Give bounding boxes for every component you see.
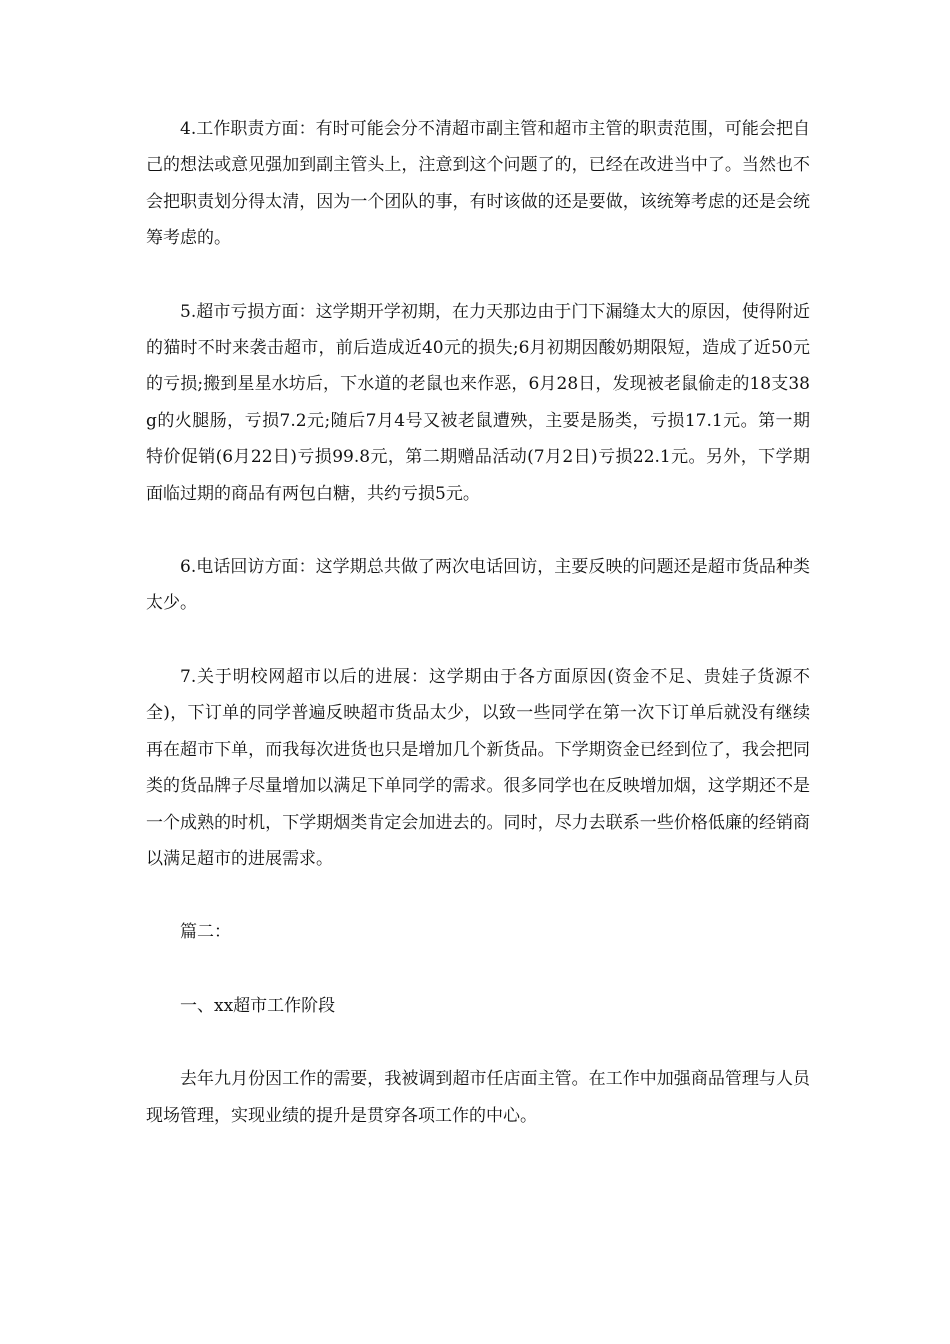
paragraph-losses: 5.超市亏损方面：这学期开学初期，在力天那边由于门下漏缝太大的原因，使得附近的猫时不时来袭击超市，前后造成近40元的损失;6月初期因酸奶期限短，造成了近50元的亏损;搬到星星水坊后，下水道的老鼠也来作恶，6月28日，发现被老鼠偷走的18支38g的火腿肠，亏损7.2元;随后7月4号又被老鼠遭殃，主要是肠类，亏损17.1元。第一期特价促销(6月22日)亏损99.8元，第二期赠品活动(7月2日)亏损22.1元。另外，下学期面临过期的商品有两包白糖，共约亏损5元。 xyxy=(146,301,810,504)
paragraph-gap xyxy=(146,951,810,988)
paragraph-future-development: 7.关于明校网超市以后的进展：这学期由于各方面原因(资金不足、贵娃子货源不全)，下订单的同学普遍反映超市货品太少，以致一些同学在第一次下订单后就没有继续再在超市下单，而我每次进货也只是增加几个新货品。下学期资金已经到位了，我会把同类的货品牌子尽量增加以满足下单同学的需求。很多同学也在反映增加烟，这学期还不是一个成熟的时机，下学期烟类肯定会加进去的。同时，尽力去联系一些价格低廉的经销商以满足超市的进展需求。 xyxy=(146,666,810,869)
document-body xyxy=(146,111,810,1134)
paragraph-gap xyxy=(146,622,810,659)
paragraph-job-duties: 4.工作职责方面：有时可能会分不清超市副主管和超市主管的职责范围，可能会把自己的想法或意见强加到副主管头上，注意到这个问题了的，已经在改进当中了。当然也不会把职责划分得太清，因为一个团队的事，有时该做的还是要做，该统筹考虑的还是会统筹考虑的。 xyxy=(146,119,810,249)
paragraph-gap xyxy=(146,257,810,294)
paragraph-supervisor-role: 去年九月份因工作的需要，我被调到超市任店面主管。在工作中加强商品管理与人员现场管理，实现业绩的提升是贯穿各项工作的中心。 xyxy=(146,1069,810,1126)
paragraph-phone-followup: 6.电话回访方面：这学期总共做了两次电话回访，主要反映的问题还是超市货品种类太少。 xyxy=(146,557,810,614)
paragraph-gap xyxy=(146,512,810,549)
section-heading-part-two: 篇二： xyxy=(180,922,231,943)
paragraph-gap xyxy=(146,877,810,914)
section-heading-stage-one: 一、xx超市工作阶段 xyxy=(180,995,336,1016)
paragraph-gap xyxy=(146,1024,810,1061)
